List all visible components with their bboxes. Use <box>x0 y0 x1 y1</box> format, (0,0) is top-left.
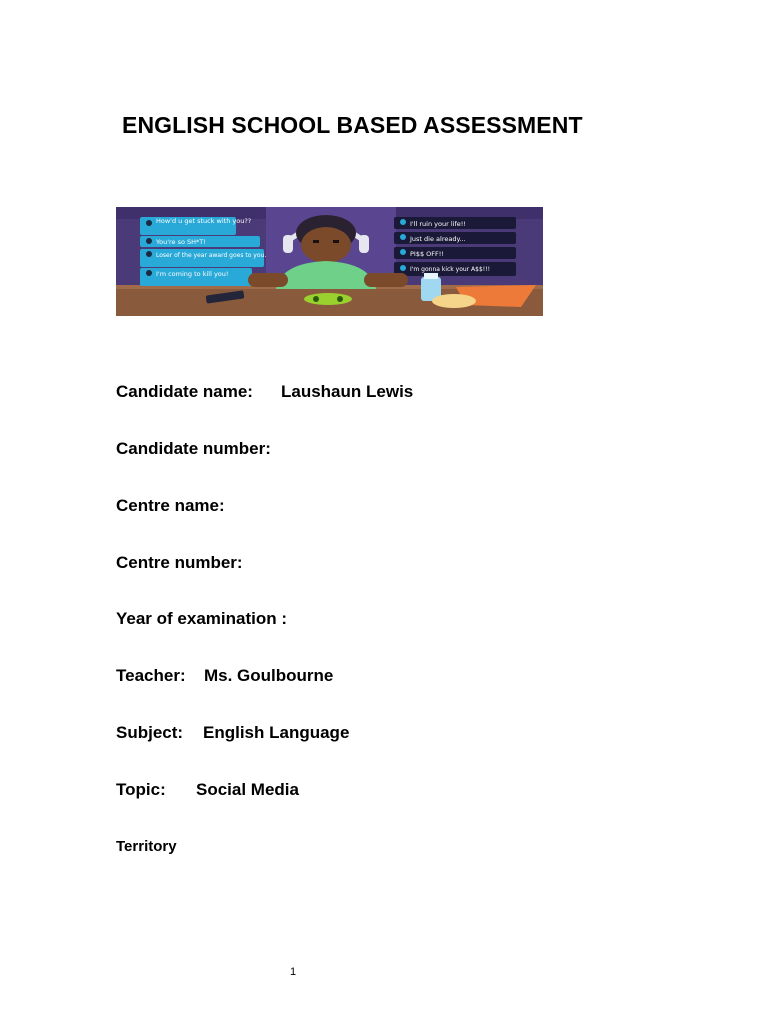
field-centre-name <box>116 496 225 516</box>
right-bubble-1: I'll ruin your life!! <box>410 220 466 228</box>
field-teacher <box>116 666 333 686</box>
field-label: Subject: <box>116 723 184 742</box>
field-value: Social Media <box>196 780 299 799</box>
field-candidate-number <box>116 439 271 459</box>
field-label: Teacher: <box>116 666 186 685</box>
field-subject <box>116 723 349 743</box>
left-bubble-4: I'm coming to kill you! <box>156 270 229 278</box>
field-year-of-examination <box>116 609 287 629</box>
field-value: Laushaun Lewis <box>281 382 414 401</box>
document-title: ENGLISH SCHOOL BASED ASSESSMENT <box>122 112 583 138</box>
field-centre-number <box>116 553 243 573</box>
field-value: Ms. Goulbourne <box>204 666 334 685</box>
right-bubble-2: Just die already... <box>410 235 466 243</box>
field-label: Candidate name: <box>116 382 253 401</box>
left-bubble-1: How'd u get stuck with you?? <box>156 217 252 225</box>
cyberbullying-illustration <box>116 207 543 316</box>
right-bubble-3: PI$$ OFF!! <box>410 250 444 258</box>
field-territory: Territory <box>116 838 177 855</box>
field-label: Centre name: <box>116 496 225 515</box>
field-label: Year of examination : <box>116 609 287 628</box>
field-label: Centre number: <box>116 553 243 572</box>
field-value: English Language <box>203 723 350 742</box>
right-bubble-4: I'm gonna kick your A$$!!! <box>410 266 491 273</box>
left-bubble-3: Loser of the year award goes to you. <box>156 252 267 259</box>
left-bubble-2: You're so SH*T! <box>156 238 206 246</box>
field-candidate-name <box>116 382 413 402</box>
field-label: Candidate number: <box>116 439 271 458</box>
page-number: 1 <box>290 966 297 978</box>
field-label: Topic: <box>116 780 166 799</box>
field-topic <box>116 780 299 800</box>
